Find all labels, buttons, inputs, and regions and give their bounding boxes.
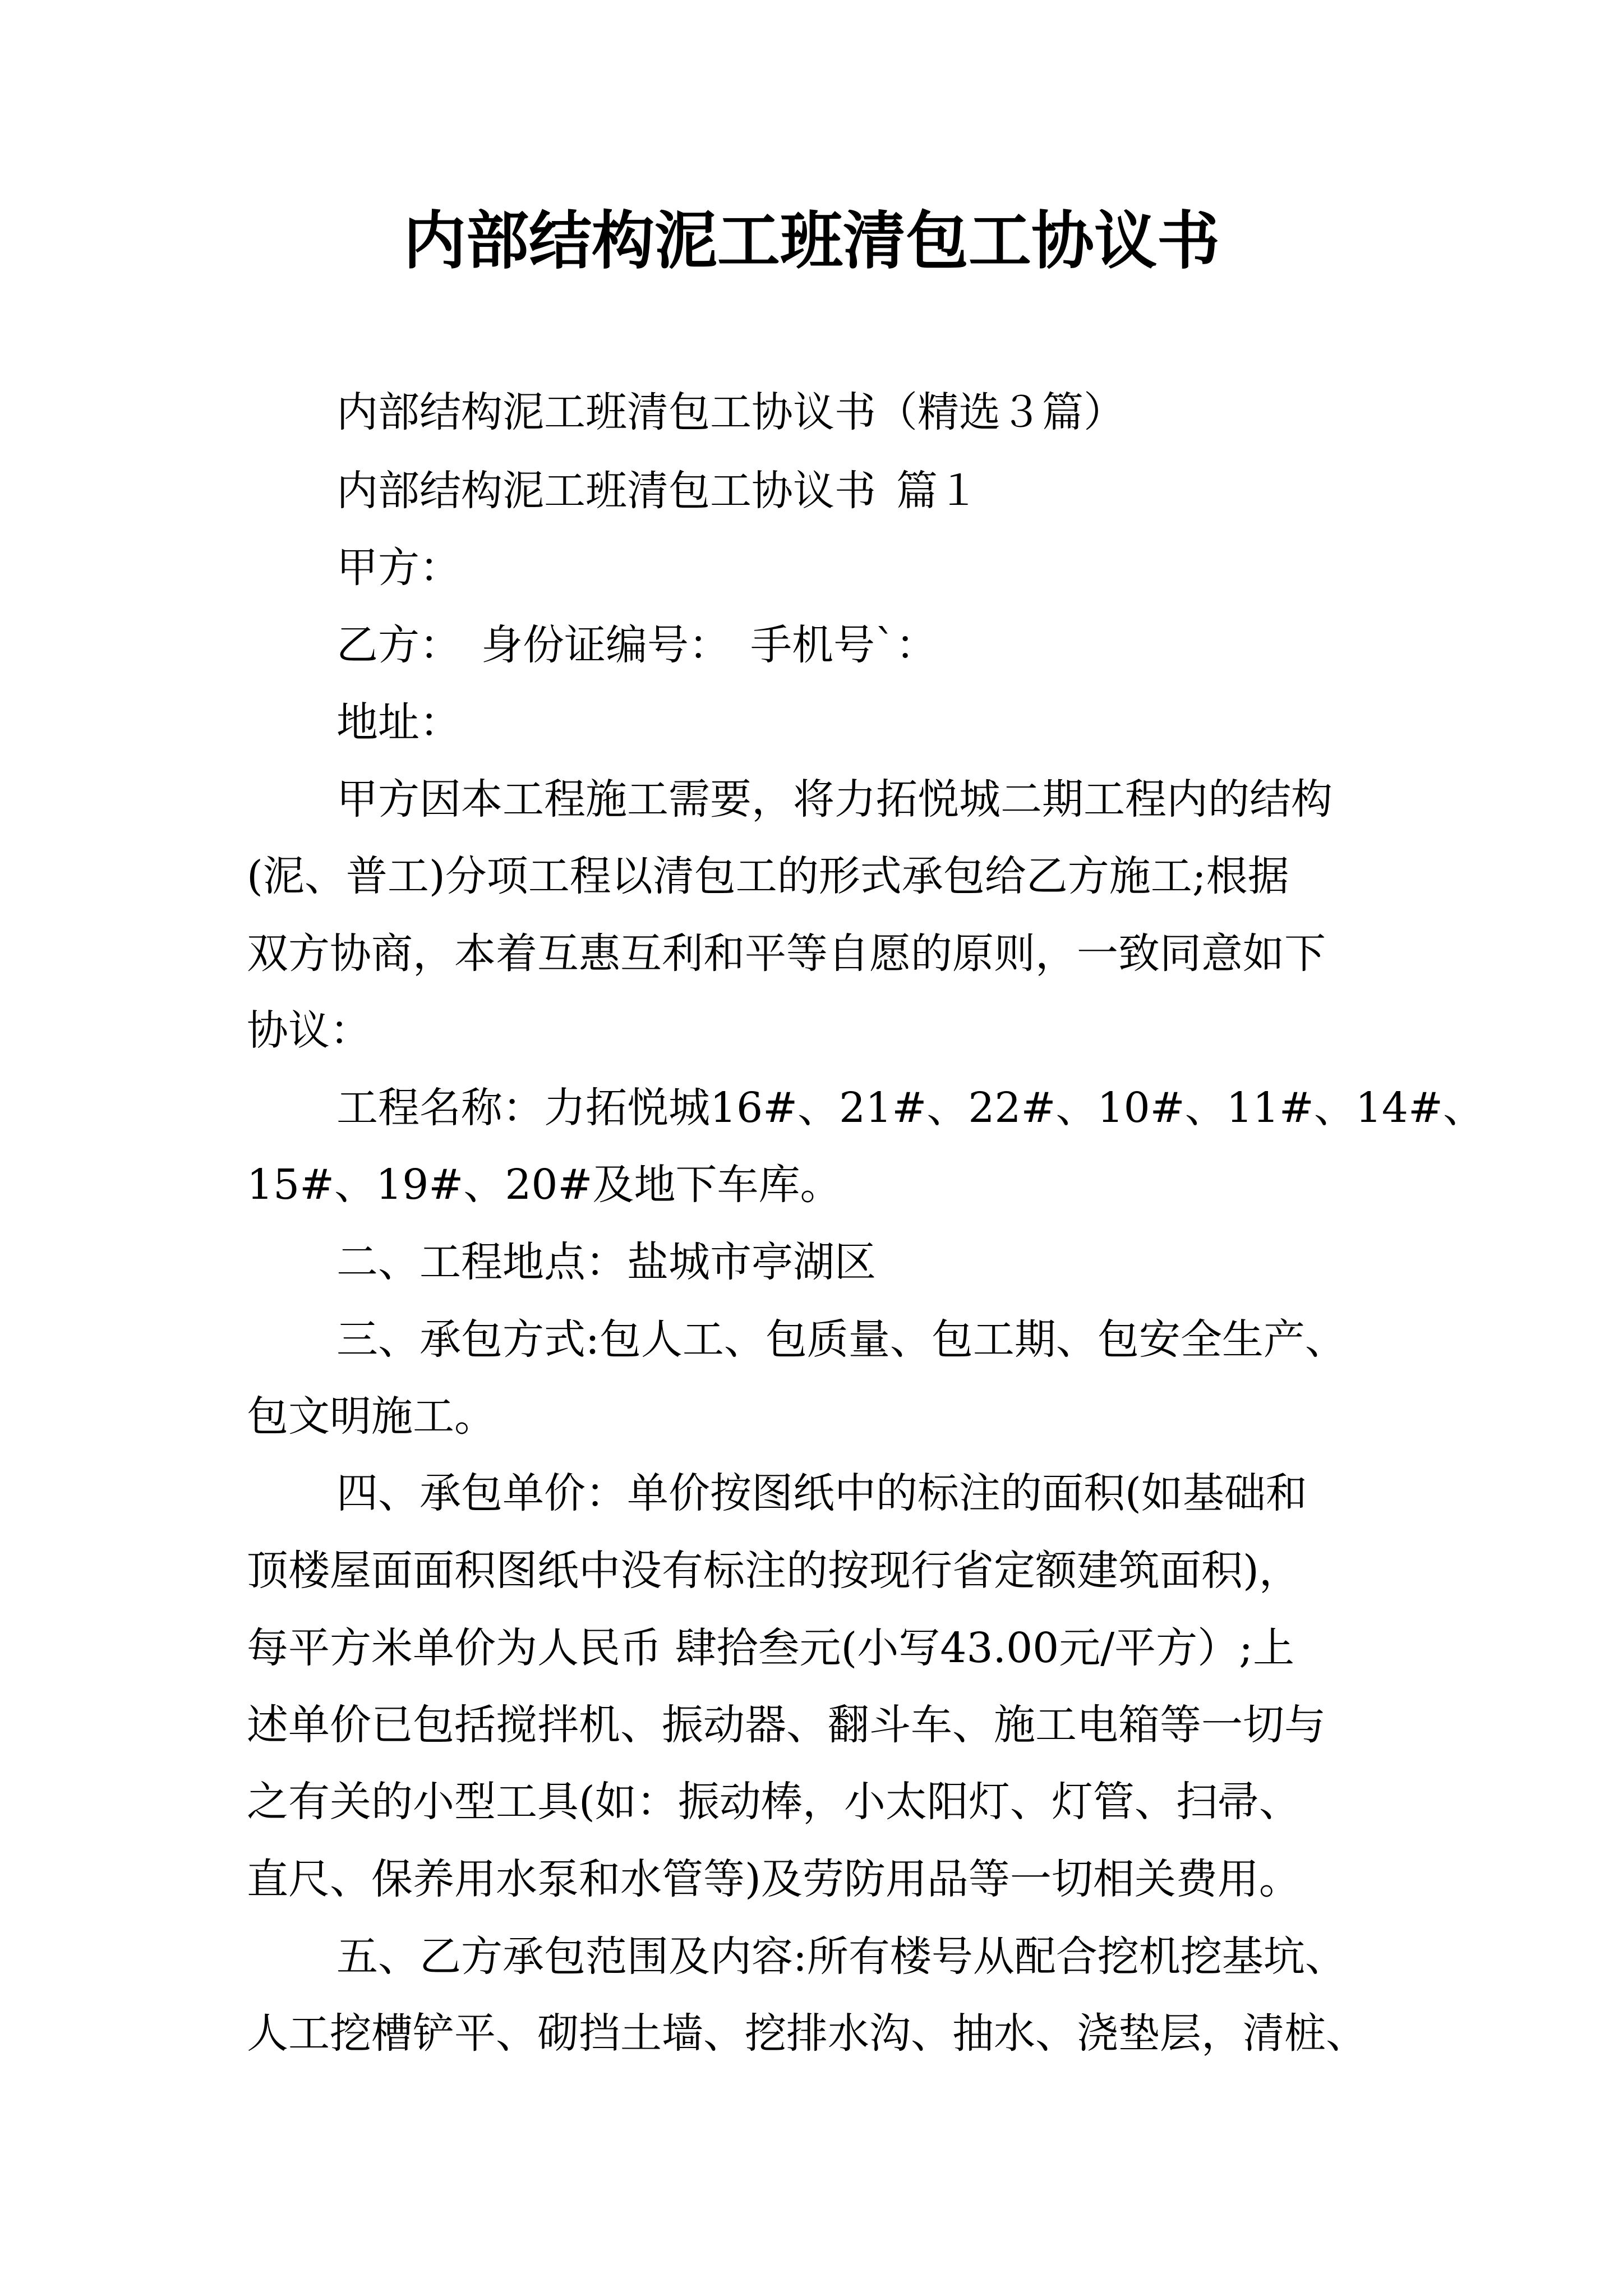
body-line: (泥、普工)分项工程以清包工的形式承包给乙方施工;根据 [247, 852, 1289, 900]
phone-label: 手机号`： [750, 621, 937, 669]
body-line: 每平方米单价为人民币 肆拾叁元(小写43.00元/平方）;上 [247, 1624, 1295, 1672]
party-b-line [336, 617, 937, 673]
body-line: 工程名称：力拓悦城16#、21#、22#、10#、11#、14#、 [336, 1084, 1484, 1132]
party-a-label: 甲方： [336, 544, 461, 592]
body-line: 二、工程地点：盐城市亭湖区 [336, 1238, 876, 1286]
body-line: 协议： [247, 1006, 371, 1055]
body-line: 双方协商，本着互惠互利和平等自愿的原则，一致同意如下 [247, 930, 1326, 978]
body-line: 之有关的小型工具(如：振动棒，小太阳灯、灯管、扫帚、 [247, 1778, 1301, 1826]
id-number-label: 身份证编号： [481, 621, 730, 669]
body-line: 顶楼屋面面积图纸中没有标注的按现行省定额建筑面积)， [247, 1547, 1301, 1595]
body-line: 15#、19#、20#及地下车库。 [247, 1161, 842, 1209]
address-label: 地址： [336, 698, 461, 747]
body-line: 五、乙方承包范围及内容:所有楼号从配合挖机挖基坑、 [336, 1932, 1347, 1981]
document-subtitle: 内部结构泥工班清包工协议书（精选３篇） [336, 388, 1125, 436]
body-line: 包文明施工。 [247, 1392, 496, 1441]
document-title: 内部结构泥工班清包工协议书 [403, 204, 1220, 278]
section-heading [336, 463, 979, 519]
body-line: 甲方因本工程施工需要，将力拓悦城二期工程内的结构 [336, 775, 1332, 823]
section-heading-part: 篇１ [896, 467, 979, 515]
party-b-label: 乙方： [336, 621, 461, 669]
body-line: 四、承包单价：单价按图纸中的标注的面积(如基础和 [336, 1469, 1307, 1517]
body-line: 直尺、保养用水泵和水管等)及劳防用品等一切相关费用。 [247, 1855, 1301, 1903]
body-line: 三、承包方式:包人工、包质量、包工期、包安全生产、 [336, 1315, 1347, 1364]
body-line: 人工挖槽铲平、砌挡土墙、挖排水沟、抽水、浇垫层，清桩、 [247, 2009, 1367, 2058]
body-line: 述单价已包括搅拌机、振动器、翻斗车、施工电箱等一切与 [247, 1701, 1326, 1749]
section-heading-name: 内部结构泥工班清包工协议书 [336, 467, 876, 515]
